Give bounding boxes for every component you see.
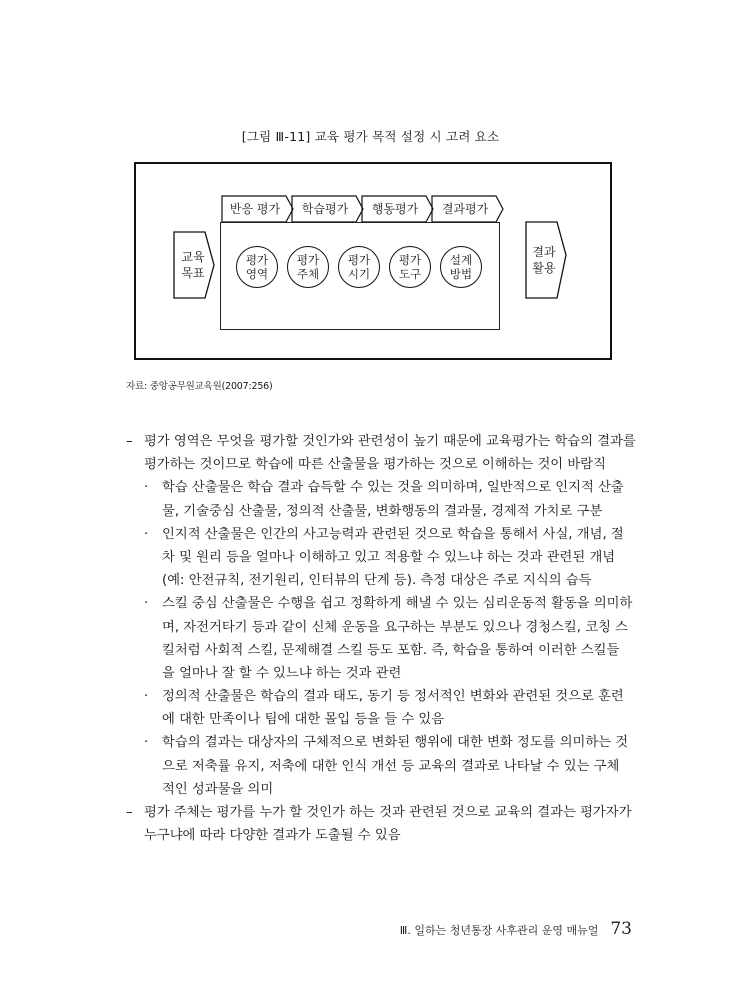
line-text: 에 대한 만족이나 팀에 대한 몰입 등을 들 수 있음 [162,712,445,728]
text-line [126,755,642,778]
line-text: 적인 성과물을 의미 [162,781,274,797]
stage-label-learning: 학습평가 [301,202,349,216]
line-text: 평가하는 것이므로 학습에 따른 산출물을 평가하는 것으로 이해하는 것이 바람직 [144,457,606,473]
text-line [126,662,642,685]
right-box-line-2: 활용 [532,261,556,275]
line-text: (예: 안전규칙, 전기원리, 인터뷰의 단계 등). 측정 대상은 주로 지식의 습득 [162,573,592,589]
line-text: 킬처럼 사회적 스킬, 문제해결 스킬 등도 포함. 즉, 학습을 통하여 이러한 스킬들 [162,642,620,658]
line-text: 며, 자전거타기 등과 같이 신체 운동을 요구하는 부분도 있으나 경청스킬, 코칭 스 [162,619,628,635]
bullet-marker: · [144,596,149,612]
figure-diagram-shapes [0,0,741,400]
text-line [126,476,642,499]
running-title: Ⅲ. 일하는 청년통장 사후관리 운영 매뉴얼 [399,924,599,937]
body-text [126,430,642,847]
text-line [126,523,642,546]
text-line [126,708,642,731]
text-line [126,592,642,615]
text-line [126,685,642,708]
stage-label-reaction: 반응 평가 [229,202,281,216]
text-line [126,639,642,662]
bullet-marker: · [144,526,149,542]
bullet-marker: – [126,434,133,449]
text-line [126,500,642,523]
bullet-marker: · [144,480,149,496]
line-text: 정의적 산출물은 학습의 결과 태도, 동기 등 정서적인 변화와 관련된 것으로 훈련 [162,689,624,705]
right-box-line-1: 결과 [532,245,556,259]
left-box-line-1: 교육 [181,250,205,264]
line-text: 스킬 중심 산출물은 수행을 쉽고 정확하게 해낼 수 있는 심리운동적 활동을 의미하 [162,596,633,612]
circle-design-method: 설계 방법 [440,246,482,288]
line-text: 을 얼마나 잘 할 수 있느냐 하는 것과 관련 [162,665,402,681]
circle-evaluation-subject: 평가 주체 [287,246,329,288]
line-text: 평가 주체는 평가를 누가 할 것인가 하는 것과 관련된 것으로 교육의 결과는 평가자가 [144,805,632,820]
line-text: 차 및 원리 등을 얼마나 이해하고 있고 적용할 수 있느냐 하는 것과 관련된 개념 [162,549,616,565]
text-line [126,430,642,453]
line-text: 누구냐에 따라 다양한 결과가 도출될 수 있음 [144,828,401,844]
bullet-marker: · [144,735,149,751]
line-text: 학습 산출물은 학습 결과 습득할 수 있는 것을 의미하며, 일반적으로 인지적 산출 [162,480,624,496]
figure-source: 자료: 중앙공무원교육원(2007:256) [126,381,273,392]
circle-evaluation-tool: 평가 도구 [389,246,431,288]
bullet-marker: · [144,689,149,705]
line-text: 학습의 결과는 대상자의 구체적으로 변화된 행위에 대한 변화 정도를 의미하는 것 [162,735,629,751]
line-text: 인지적 산출물은 인간의 사고능력과 관련된 것으로 학습을 통해서 사실, 개념, 절 [162,526,624,542]
left-box-line-2: 목표 [181,266,205,280]
text-line [126,801,642,824]
text-line [126,731,642,754]
right-box-label [526,244,562,276]
text-line [126,453,642,476]
text-line [126,616,642,639]
page-number: 73 [610,919,632,939]
circle-evaluation-domain: 평가 영역 [236,246,278,288]
text-line [126,778,642,801]
stage-label-behavior: 행동평가 [371,202,419,216]
bullet-marker: – [126,805,133,820]
stage-label-result: 결과평가 [441,202,489,216]
left-box-label [176,249,210,281]
figure-caption: [그림 Ⅲ-11] 교육 평가 목적 설정 시 고려 요소 [241,129,500,144]
text-line [126,824,642,847]
circle-evaluation-timing: 평가 시기 [338,246,380,288]
text-line [126,569,642,592]
line-text: 으로 저축률 유지, 저축에 대한 인식 개선 등 교육의 결과로 나타날 수 있는 구체 [162,758,620,774]
line-text: 물, 기술중심 산출물, 정의적 산출물, 변화행동의 결과물, 경제적 가치로 구분 [162,503,603,519]
text-line [126,546,642,569]
line-text: 평가 영역은 무엇을 평가할 것인가와 관련성이 높기 때문에 교육평가는 학습의 결과를 [144,434,636,449]
page-footer [400,919,632,939]
